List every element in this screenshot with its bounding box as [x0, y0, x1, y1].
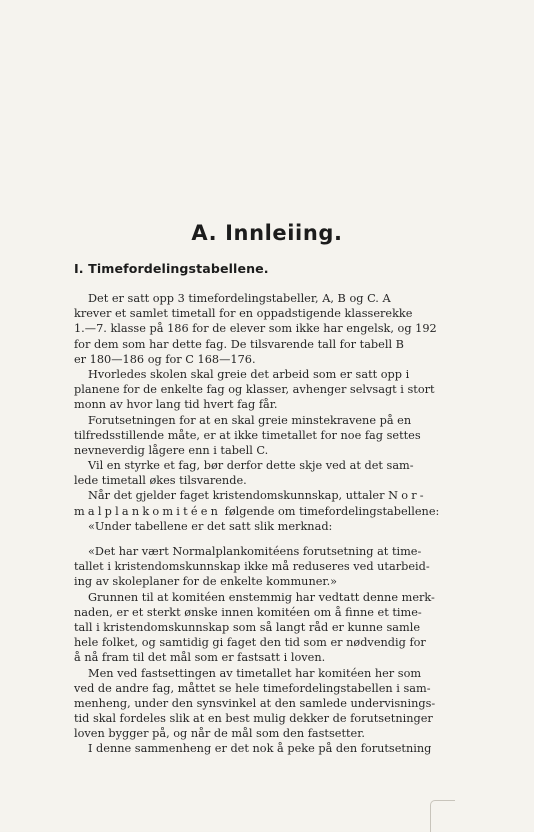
- page-edge-mark: [430, 800, 455, 832]
- text-line: ved de andre fag, måttet se hele timefordelingstabellen i sam-: [74, 681, 431, 695]
- spaced-name: malplankomitéen: [74, 504, 222, 518]
- chapter-heading: A. Innleiing.: [191, 221, 343, 245]
- text-line: malplankomitéen følgende om timefordelingstabellene:: [74, 504, 440, 518]
- text-line: tallet i kristendomskunnskap ikke må reduseres ved utarbeid-: [74, 560, 430, 574]
- text-line: Men ved fastsettingen av timetallet har komitéen her som: [88, 666, 422, 680]
- text-line: Det er satt opp 3 timefordelingstabeller, A, B og C. A: [88, 292, 391, 305]
- text-line: nevneverdig lågere enn i tabell C.: [74, 443, 269, 457]
- text-line: planene for de enkelte fag og klasser, avhenger selvsagt i stort: [74, 383, 435, 397]
- body-text: [74, 291, 460, 757]
- text-line: I denne sammenheng er det nok å peke på den forutsetning: [88, 742, 432, 756]
- text-line: monn av hvor lang tid hvert fag får.: [74, 398, 278, 412]
- text-line: er 180—186 og for C 168—176.: [74, 352, 256, 366]
- text-line: krever et samlet timetall for en oppadstigende klasserekke: [74, 307, 413, 321]
- text-line: menheng, under den synsvinkel at den samlede undervisnings-: [74, 696, 436, 710]
- text-line: Hvorledes skolen skal greie det arbeid som er satt opp i: [88, 367, 410, 381]
- text-line: hele folket, og samtidig gi faget den tid som er nødvendig for: [74, 636, 426, 650]
- text-line: «Det har vært Normalplankomitéens forutsetning at time-: [88, 545, 422, 558]
- text-line: for dem som har dette fag. De tilsvarende tall for tabell B: [74, 337, 404, 351]
- text-line: Forutsetningen for at en skal greie minstekravene på en: [88, 413, 412, 427]
- section-heading: I. Timefordelingstabellene.: [74, 261, 269, 276]
- paragraph-gap: [74, 534, 460, 544]
- text-line: Vil en styrke et fag, bør derfor dette skje ved at det sam-: [88, 459, 414, 473]
- text-line: ing av skoleplaner for de enkelte kommuner.»: [74, 575, 338, 589]
- text-line: Grunnen til at komitéen enstemmig har vedtatt denne merk-: [88, 590, 435, 604]
- text-line: lede timetall økes tilsvarende.: [74, 474, 247, 488]
- text-line: Når det gjelder faget kristendomskunnskap, uttaler Nor-: [88, 489, 427, 503]
- text-line: tall i kristendomskunnskap som så langt råd er kunne samle: [74, 620, 421, 634]
- text-line: 1.—7. klasse på 186 for de elever som ikke har engelsk, og 192: [74, 322, 437, 336]
- text-line: tid skal fordeles slik at en best mulig dekker de forutsetninger: [74, 712, 433, 726]
- text-line: naden, er et sterkt ønske innen komitéen om å finne et time-: [74, 605, 422, 619]
- spaced-name: Nor-: [388, 489, 427, 503]
- text-line: å nå fram til det mål som er fastsatt i loven.: [74, 651, 326, 665]
- text-line: «Under tabellene er det satt slik merknad:: [88, 519, 333, 533]
- text-line: tilfredsstillende måte, er at ikke timetallet for noe fag settes: [74, 428, 421, 442]
- text-line: loven bygger på, og når de mål som den fastsetter.: [74, 727, 365, 741]
